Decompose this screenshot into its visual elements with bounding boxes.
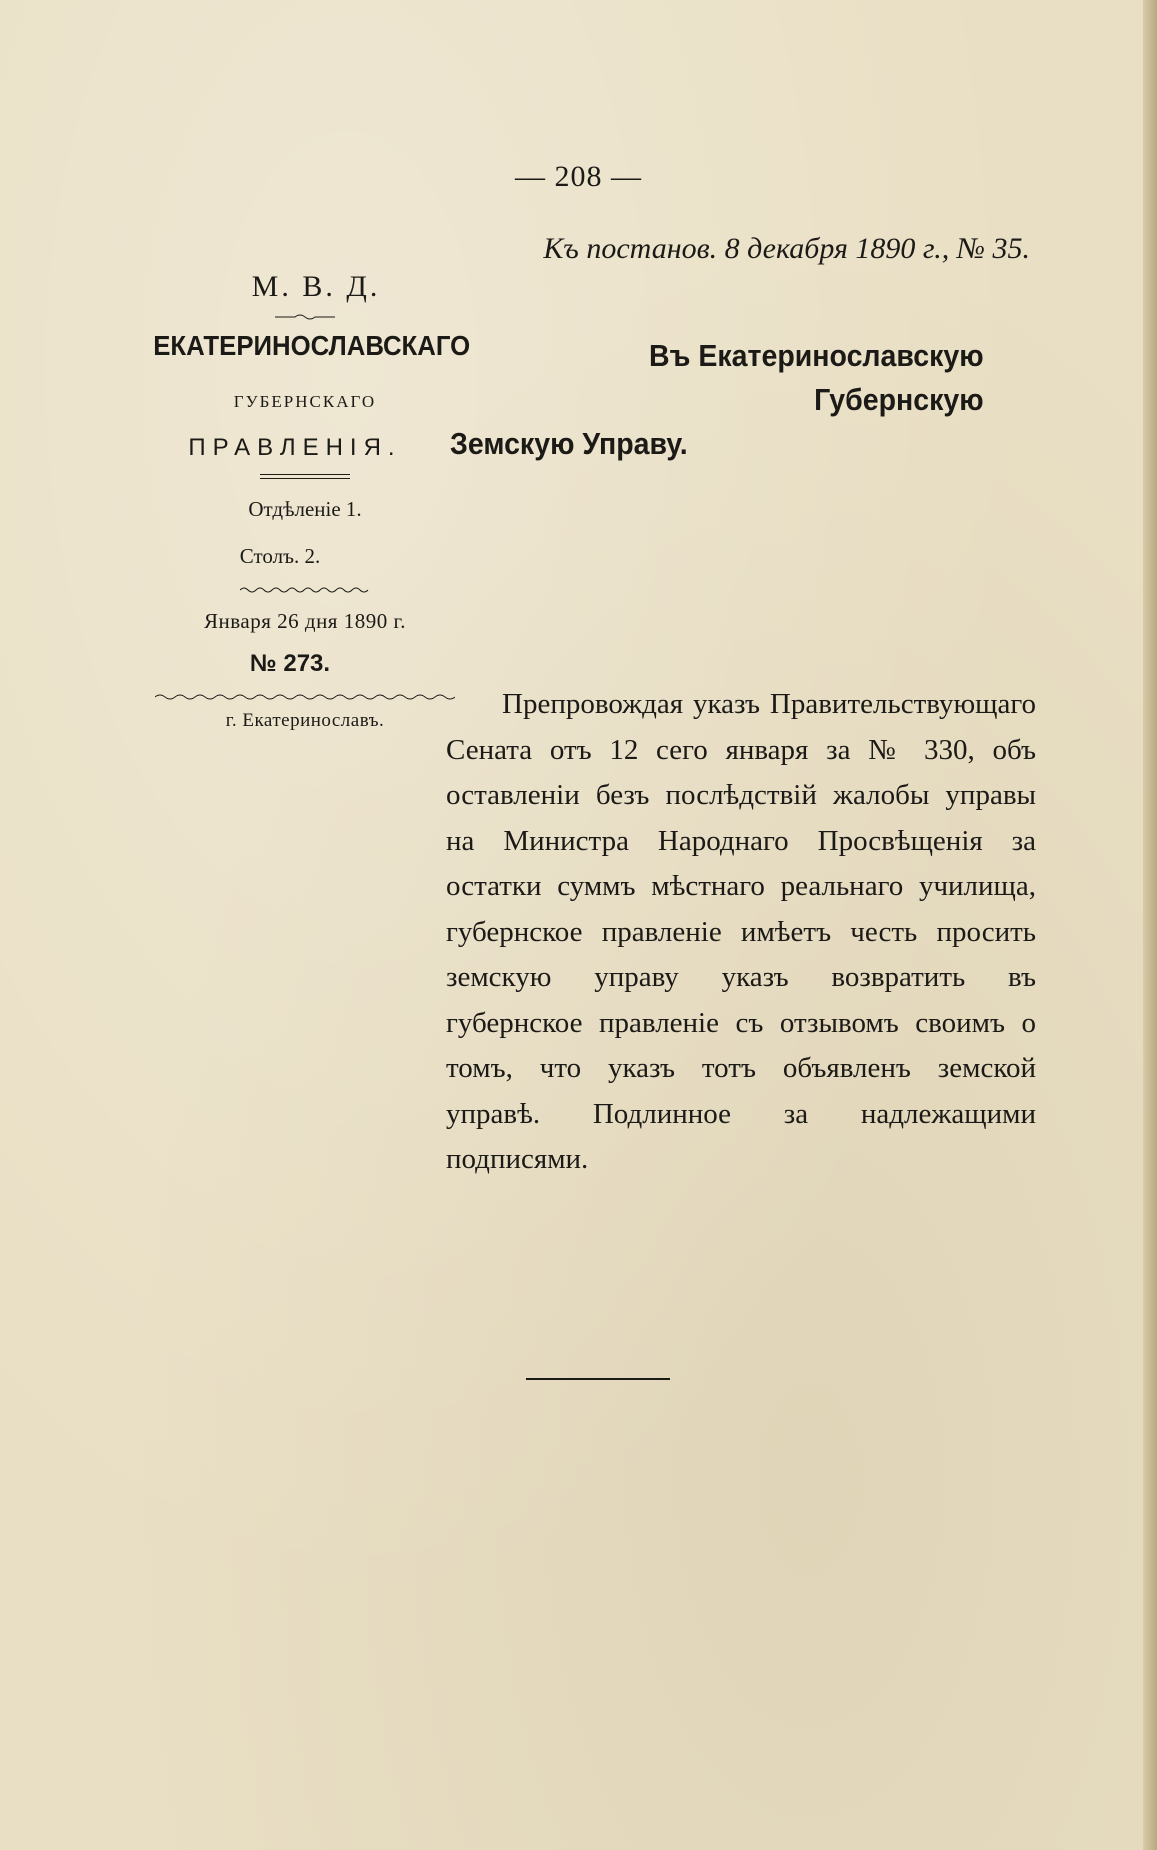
city-of-issue: г. Екатеринославъ. — [225, 710, 385, 731]
double-rule — [260, 474, 350, 479]
body-paragraph: Препровождая указъ Правительствующаго Сената отъ 12 сего января за № 330, объ оставленіи безъ послѣдствій жалобы управы на Министра Народнаго Просвѣщенія за остатки суммъ мѣстнаго реальнаго училища, губернское правленіе имѣетъ честь просить земскую управу указъ возвратить въ губернское правленіе съ отзывомъ своимъ о томъ, что указъ тотъ объявленъ земской управѣ. Подлинное за надлежащими подписями. — [446, 688, 1036, 1175]
resolution-reference: Къ постанов. 8 декабря 1890 г., № 35. — [543, 232, 1030, 265]
provincial-label: ГУБЕРНСКАГО — [233, 392, 377, 411]
addressee-line-2: Земскую Управу. — [450, 426, 688, 461]
sender-header — [140, 270, 470, 732]
desk-label: Столъ. 2. — [239, 544, 321, 568]
wavy-rule — [240, 585, 370, 595]
board-label: ПРАВЛЕНІЯ. — [188, 434, 402, 461]
ministry-abbreviation: М. В. Д. — [251, 270, 381, 303]
long-wavy-rule — [155, 692, 455, 702]
ornamental-rule — [275, 312, 335, 322]
page-number: — 208 — — [515, 160, 642, 193]
department-label: Отдѣленіе 1. — [248, 497, 362, 521]
letter-body — [446, 682, 1036, 1183]
governorate-name: ЕКАТЕРИНОСЛАВСКАГО — [153, 330, 471, 361]
document-date: Января 26 дня 1890 г. — [204, 609, 406, 633]
addressee — [450, 334, 984, 466]
addressee-line-1: Въ Екатеринославскую Губернскую — [649, 338, 984, 417]
document-number: № 273. — [249, 650, 331, 677]
page-edge-shadow — [1143, 0, 1157, 1850]
closing-rule — [526, 1378, 670, 1380]
